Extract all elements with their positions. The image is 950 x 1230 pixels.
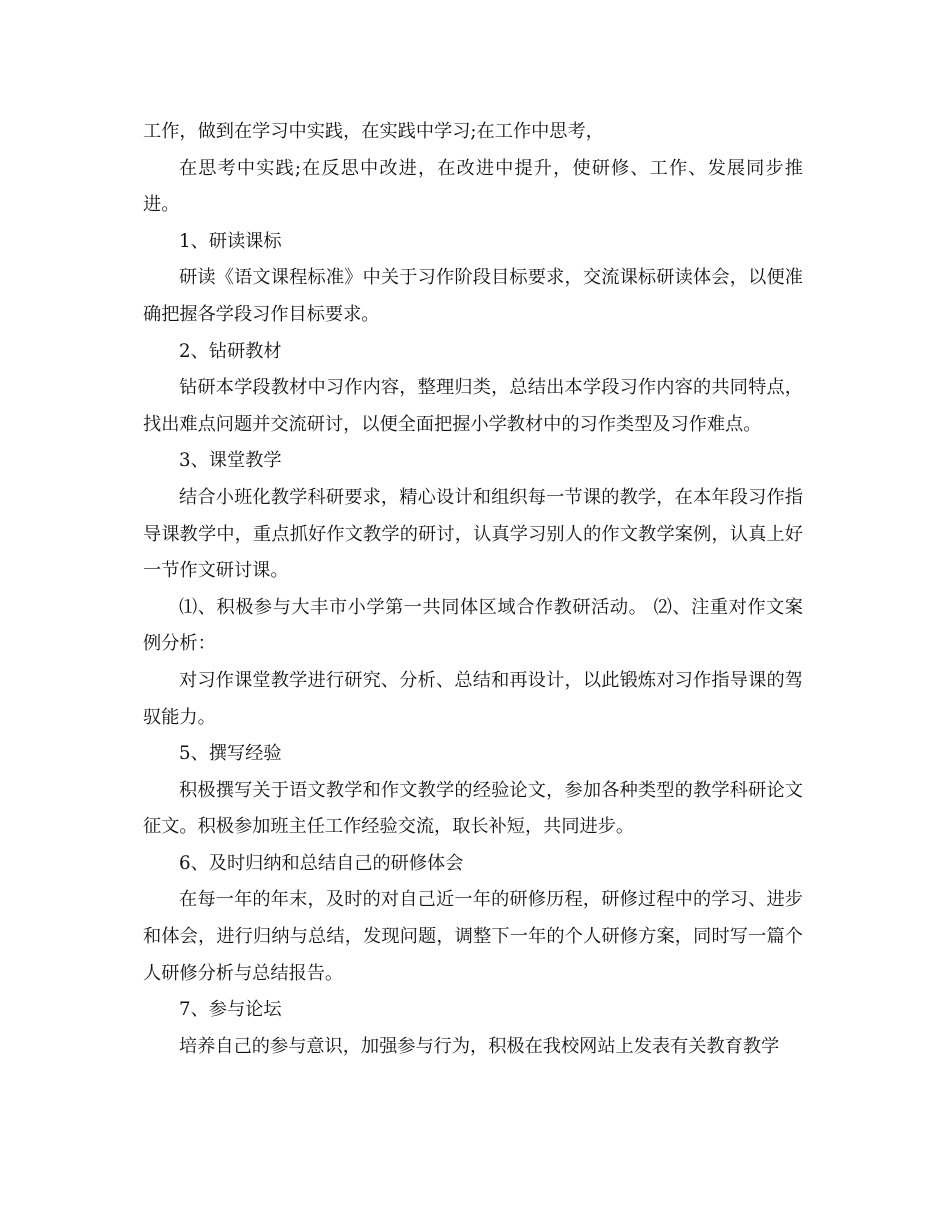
section-heading: 7、参与论坛 bbox=[179, 999, 282, 1021]
paragraph: 培养自己的参与意识，加强参与行为，积极在我校网站上发表有关教育教学 bbox=[179, 1035, 780, 1057]
section-heading: 5、撰写经验 bbox=[179, 743, 282, 765]
section-heading: 6、及时归纳和总结自己的研修体会 bbox=[179, 852, 464, 874]
paragraph: 钻研本学段教材中习作内容，整理归类，总结出本学段习作内容的共同特点，找出难点问题并交流研讨，以便全面把握小学教材中的习作类型及习作难点。 bbox=[143, 377, 803, 435]
paragraph: 工作，做到在学习中实践，在实践中学习;在工作中思考， bbox=[143, 121, 604, 142]
paragraph: 对习作课堂教学进行研究、分析、总结和再设计，以此锻炼对习作指导课的驾驭能力。 bbox=[143, 669, 803, 728]
section-heading: 3、课堂教学 bbox=[179, 450, 282, 472]
paragraph: ⑴、积极参与大丰市小学第一共同体区域合作教研活动。 ⑵、注重对作文案例分析： bbox=[143, 596, 803, 655]
paragraph: 研读《语文课程标准》中关于习作阶段目标要求，交流课标研读体会，以便准确把握各学段习作目标要求。 bbox=[143, 267, 803, 325]
paragraph: 在每一年的年末，及时的对自己近一年的研修历程，研修过程中的学习、进步和体会，进行归纳与总结，发现问题，调整下一年的个人研修方案，同时写一篇个人研修分析与总结报告。 bbox=[143, 889, 803, 984]
section-heading: 2、钻研教材 bbox=[179, 340, 282, 362]
document-body bbox=[143, 114, 803, 1065]
paragraph: 积极撰写关于语文教学和作文教学的经验论文，参加各种类型的教学科研论文征文。积极参加班主任工作经验交流，取长补短，共同进步。 bbox=[143, 779, 803, 838]
paragraph: 结合小班化教学科研要求，精心设计和组织每一节课的教学，在本年段习作指导课教学中，重点抓好作文教学的研讨，认真学习别人的作文教学案例，认真上好一节作文研讨课。 bbox=[143, 486, 803, 582]
section-heading: 1、研读课标 bbox=[179, 230, 282, 252]
paragraph: 在思考中实践;在反思中改进，在改进中提升，使研修、工作、发展同步推进。 bbox=[143, 157, 803, 216]
